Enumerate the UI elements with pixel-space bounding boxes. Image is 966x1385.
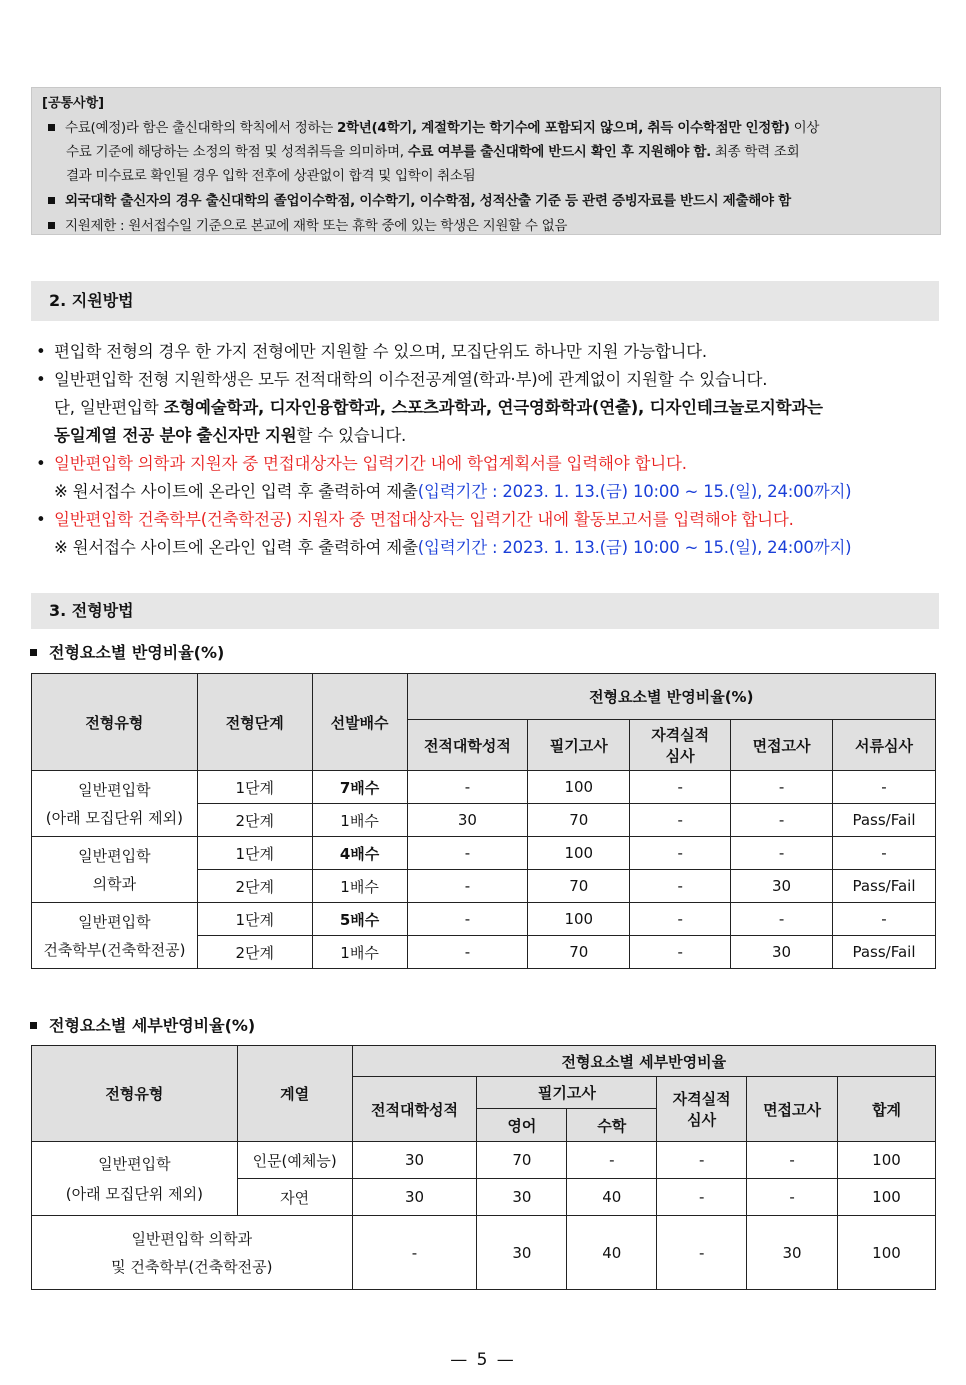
cell: - bbox=[731, 771, 833, 804]
sec2-line-6: ※ 원서접수 사이트에 온라인 입력 후 출력하여 제출(입력기간 : 2023. 1. 13.(금) 10:00 ~ 15.(일), 24:00까지) bbox=[54, 482, 852, 501]
common-item-1-cont2: 결과 미수료로 확인될 경우 입학 전후에 상관없이 합격 및 입학이 취소됨 bbox=[66, 168, 476, 184]
table-row bbox=[32, 771, 936, 804]
section-2-heading: 2. 지원방법 bbox=[31, 281, 939, 321]
table-row bbox=[32, 837, 936, 870]
cell: - bbox=[630, 837, 731, 870]
sec2-line-2: • 일반편입학 전형 지원학생은 모두 전적대학의 이수전공계열(학과·부)에 관계없이 지원할 수 있습니다. bbox=[36, 370, 768, 389]
cell: 1배수 bbox=[312, 804, 407, 837]
cell: 40 bbox=[567, 1179, 657, 1216]
col-header-math: 수학 bbox=[567, 1109, 657, 1142]
sec2-line-5: • 일반편입학 의학과 지원자 중 면접대상자는 입력기간 내에 학업계획서를 입력해야 합니다. bbox=[36, 454, 687, 473]
cell: 1단계 bbox=[197, 771, 312, 804]
common-item-2: 외국대학 출신자의 경우 출신대학의 졸업이수학점, 이수학기, 이수학점, 성적산출 기준 등 관련 증빙자료를 반드시 제출해야 함 bbox=[48, 189, 791, 209]
square-bullet-icon bbox=[30, 649, 37, 656]
table-2-heading: 전형요소별 세부반영비율(%) bbox=[30, 1013, 255, 1036]
sec2-line-1: • 편입학 전형의 경우 한 가지 전형에만 지원할 수 있으며, 모집단위도 하나만 지원 가능합니다. bbox=[36, 342, 707, 361]
cell: - bbox=[657, 1142, 747, 1179]
cell: - bbox=[832, 903, 935, 936]
table-1-heading: 전형요소별 반영비율(%) bbox=[30, 640, 224, 663]
cell: 30 bbox=[731, 936, 833, 969]
cell: - bbox=[630, 804, 731, 837]
table-row bbox=[32, 1142, 936, 1179]
sec2-line-7: • 일반편입학 건축학부(건축학전공) 지원자 중 면접대상자는 입력기간 내에 활동보고서를 입력해야 합니다. bbox=[36, 510, 794, 529]
cell: - bbox=[407, 771, 528, 804]
common-item-1-cont: 수료 기준에 해당하는 소정의 학점 및 성적취득을 의미하며, 수료 여부를 출신대학에 반드시 확인 후 지원해야 함. 최종 학력 조회 bbox=[66, 144, 800, 160]
cell: - bbox=[747, 1179, 838, 1216]
sec2-line-3: 단, 일반편입학 조형예술학과, 디자인융합학과, 스포츠과학과, 연극영화학과(연출), 디자인테크놀로지학과는 bbox=[54, 398, 823, 417]
cell: - bbox=[832, 837, 935, 870]
col-header-written: 필기고사 bbox=[477, 1077, 657, 1109]
col-header-group: 전형요소별 세부반영비율 bbox=[352, 1046, 935, 1077]
col-header-cert: 자격실적 심사 bbox=[630, 720, 731, 771]
col-header-type: 전형유형 bbox=[32, 674, 198, 771]
cell: 100 bbox=[528, 903, 630, 936]
cell: - bbox=[630, 771, 731, 804]
cell: Pass/Fail bbox=[832, 936, 935, 969]
cell: 100 bbox=[528, 771, 630, 804]
col-header-gpa: 전적대학성적 bbox=[407, 720, 528, 771]
cell: 자연 bbox=[237, 1179, 352, 1216]
cell: - bbox=[630, 870, 731, 903]
table-row bbox=[32, 1216, 936, 1290]
cell: 1배수 bbox=[312, 870, 407, 903]
col-header-gpa: 전적대학성적 bbox=[352, 1077, 477, 1142]
cell: 30 bbox=[407, 804, 528, 837]
cell: 1단계 bbox=[197, 837, 312, 870]
cell: 30 bbox=[477, 1179, 567, 1216]
cell: 100 bbox=[838, 1179, 936, 1216]
ratio-table bbox=[31, 673, 936, 969]
row-type: 일반편입학 (아래 모집단위 제외) bbox=[32, 771, 198, 837]
cell: 1배수 bbox=[312, 936, 407, 969]
cell: Pass/Fail bbox=[832, 804, 935, 837]
sec2-line-4: 동일계열 전공 분야 출신자만 지원할 수 있습니다. bbox=[54, 426, 407, 445]
row-type: 일반편입학 (아래 모집단위 제외) bbox=[32, 1142, 238, 1216]
cell: 40 bbox=[567, 1216, 657, 1290]
square-bullet-icon bbox=[48, 222, 55, 229]
col-header-multiple: 선발배수 bbox=[312, 674, 407, 771]
cell: 70 bbox=[528, 804, 630, 837]
cell: 7배수 bbox=[312, 771, 407, 804]
cell: 70 bbox=[528, 936, 630, 969]
cell: 30 bbox=[731, 870, 833, 903]
col-header-stage: 전형단계 bbox=[197, 674, 312, 771]
cell: - bbox=[630, 936, 731, 969]
cell: - bbox=[567, 1142, 657, 1179]
cell: 1단계 bbox=[197, 903, 312, 936]
cell: - bbox=[407, 837, 528, 870]
common-notice-title: [공통사항] bbox=[42, 96, 105, 111]
col-header-english: 영어 bbox=[477, 1109, 567, 1142]
cell: Pass/Fail bbox=[832, 870, 935, 903]
col-header-interview: 면접고사 bbox=[747, 1077, 838, 1142]
cell: - bbox=[630, 903, 731, 936]
cell: - bbox=[352, 1216, 477, 1290]
col-header-field: 계열 bbox=[237, 1046, 352, 1142]
cell: - bbox=[731, 804, 833, 837]
page-number: — 5 — bbox=[450, 1350, 516, 1370]
detail-ratio-table bbox=[31, 1045, 936, 1290]
cell: 5배수 bbox=[312, 903, 407, 936]
cell: 2단계 bbox=[197, 804, 312, 837]
common-item-3: 지원제한 : 원서접수일 기준으로 본교에 재학 또는 휴학 중에 있는 학생은 지원할 수 없음 bbox=[48, 214, 567, 234]
section-3-heading: 3. 전형방법 bbox=[31, 593, 939, 629]
cell: 30 bbox=[352, 1142, 477, 1179]
cell: 2단계 bbox=[197, 936, 312, 969]
cell: - bbox=[731, 903, 833, 936]
cell: - bbox=[747, 1142, 838, 1179]
cell: 70 bbox=[528, 870, 630, 903]
row-type: 일반편입학 의학과 및 건축학부(건축학전공) bbox=[32, 1216, 353, 1290]
common-item-1: 수료(예정)라 함은 출신대학의 학칙에서 정하는 2학년(4학기, 계절학기는 학기수에 포함되지 않으며, 취득 이수학점만 인정함) 이상 bbox=[48, 116, 819, 136]
cell: - bbox=[407, 936, 528, 969]
cell: 인문(예체능) bbox=[237, 1142, 352, 1179]
cell: 100 bbox=[838, 1216, 936, 1290]
col-header-docs: 서류심사 bbox=[832, 720, 935, 771]
col-header-written: 필기고사 bbox=[528, 720, 630, 771]
cell: 30 bbox=[747, 1216, 838, 1290]
cell: - bbox=[407, 903, 528, 936]
cell: - bbox=[657, 1179, 747, 1216]
table-row bbox=[32, 903, 936, 936]
cell: 30 bbox=[352, 1179, 477, 1216]
cell: 30 bbox=[477, 1216, 567, 1290]
sec2-line-8: ※ 원서접수 사이트에 온라인 입력 후 출력하여 제출(입력기간 : 2023. 1. 13.(금) 10:00 ~ 15.(일), 24:00까지) bbox=[54, 538, 852, 557]
cell: - bbox=[832, 771, 935, 804]
cell: - bbox=[731, 837, 833, 870]
col-header-type: 전형유형 bbox=[32, 1046, 238, 1142]
square-bullet-icon bbox=[30, 1022, 37, 1029]
cell: 100 bbox=[838, 1142, 936, 1179]
common-notice-box bbox=[31, 87, 941, 235]
cell: - bbox=[657, 1216, 747, 1290]
row-type: 일반편입학 의학과 bbox=[32, 837, 198, 903]
col-header-total: 합계 bbox=[838, 1077, 936, 1142]
square-bullet-icon bbox=[48, 197, 55, 204]
square-bullet-icon bbox=[48, 124, 55, 131]
col-header-interview: 면접고사 bbox=[731, 720, 833, 771]
col-header-group: 전형요소별 반영비율(%) bbox=[407, 674, 936, 720]
cell: - bbox=[407, 870, 528, 903]
cell: 2단계 bbox=[197, 870, 312, 903]
row-type: 일반편입학 건축학부(건축학전공) bbox=[32, 903, 198, 969]
cell: 100 bbox=[528, 837, 630, 870]
cell: 70 bbox=[477, 1142, 567, 1179]
cell: 4배수 bbox=[312, 837, 407, 870]
col-header-cert: 자격실적 심사 bbox=[657, 1077, 747, 1142]
